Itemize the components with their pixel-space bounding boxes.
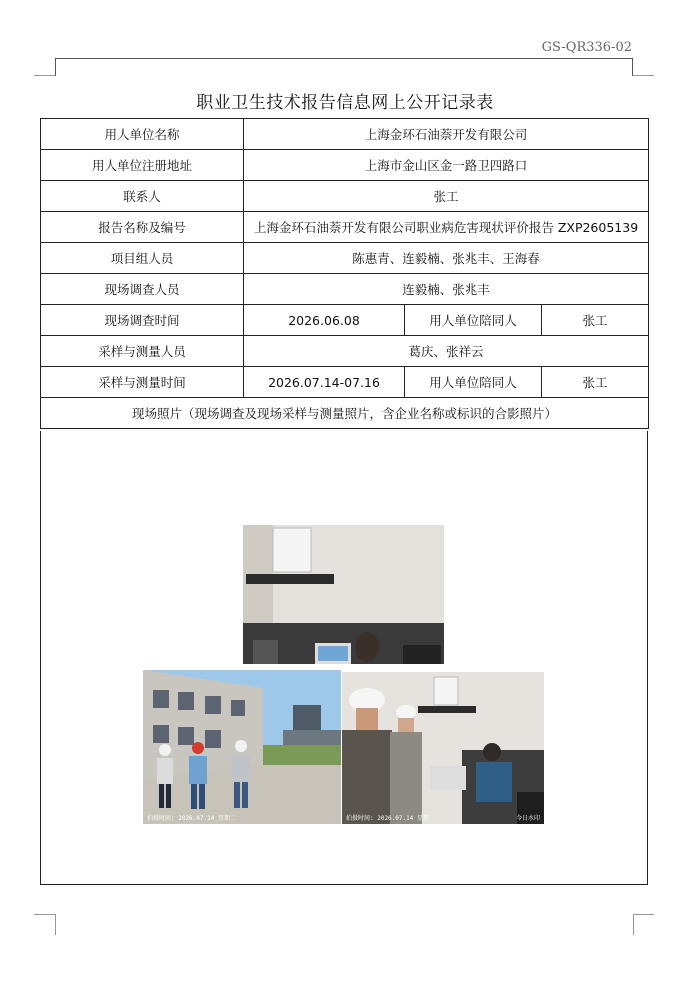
crop-mark-top-left-h: [34, 75, 55, 76]
companion-label: 用人单位陪同人: [405, 367, 542, 398]
crop-mark-bottom-right-v: [633, 914, 634, 935]
photo-sampling-image: [342, 672, 544, 824]
row-label: 用人单位注册地址: [41, 150, 244, 181]
sampling-staff-value: 葛庆、张祥云: [244, 336, 649, 367]
page-title: 职业卫生技术报告信息网上公开记录表: [196, 93, 494, 113]
header-rule: [55, 58, 632, 59]
photo-caption: 现场照片（现场调查及现场采样与测量照片，含企业名称或标识的合影照片）: [41, 398, 649, 429]
table-row: [41, 212, 649, 243]
header-rule-right-tick: [632, 58, 633, 76]
row-label: 项目组人员: [41, 243, 244, 274]
photo-2-timestamp: 拍摄时间: 2026.07.14 星期二: [147, 815, 236, 822]
photo-indoor-equipment: [243, 525, 444, 664]
survey-companion-value: 张工: [542, 305, 649, 336]
contact-value: 张工: [244, 181, 649, 212]
table-row: [41, 243, 649, 274]
table-row: [41, 305, 649, 336]
document-code: GS-QR336-02: [541, 40, 632, 55]
survey-time-value: 2026.06.08: [244, 305, 405, 336]
row-label: 采样与测量时间: [41, 367, 244, 398]
companion-label: 用人单位陪同人: [405, 305, 542, 336]
row-label: 报告名称及编号: [41, 212, 244, 243]
table-row: [41, 398, 649, 429]
table-row: [41, 336, 649, 367]
employer-address-value: 上海市金山区金一路卫四路口: [244, 150, 649, 181]
header-rule-left-tick: [55, 58, 56, 76]
crop-mark-bottom-right-h: [633, 914, 654, 915]
sampling-time-value: 2026.07.14-07.16: [244, 367, 405, 398]
crop-mark-top-right-h: [633, 75, 654, 76]
report-value: 上海金环石油萘开发有限公司职业病危害现状评价报告 ZXP2605139: [244, 212, 649, 243]
sampling-companion-value: 张工: [542, 367, 649, 398]
table-row: [41, 274, 649, 305]
info-table: [40, 118, 649, 429]
team-value: 陈惠青、连毅楠、张兆丰、王海春: [244, 243, 649, 274]
row-label: 现场调查人员: [41, 274, 244, 305]
row-label: 联系人: [41, 181, 244, 212]
table-row: [41, 181, 649, 212]
row-label: 现场调查时间: [41, 305, 244, 336]
photo-3-watermark-badge: 今日水印: [515, 815, 540, 822]
row-label: 采样与测量人员: [41, 336, 244, 367]
photo-sampling: [342, 672, 544, 824]
employer-name-value: 上海金环石油萘开发有限公司: [244, 119, 649, 150]
table-row: [41, 150, 649, 181]
crop-mark-bottom-left-v: [55, 914, 56, 935]
table-row: [41, 119, 649, 150]
row-label: 用人单位名称: [41, 119, 244, 150]
crop-mark-bottom-left-h: [34, 914, 55, 915]
photo-outdoor-group: [143, 670, 341, 824]
photo-3-timestamp: 拍摄时间: 2026.07.14 星期二: [346, 815, 435, 822]
survey-staff-value: 连毅楠、张兆丰: [244, 274, 649, 305]
photo-outdoor-group-image: [143, 670, 341, 824]
photo-indoor-equipment-image: [243, 525, 444, 664]
table-row: [41, 367, 649, 398]
